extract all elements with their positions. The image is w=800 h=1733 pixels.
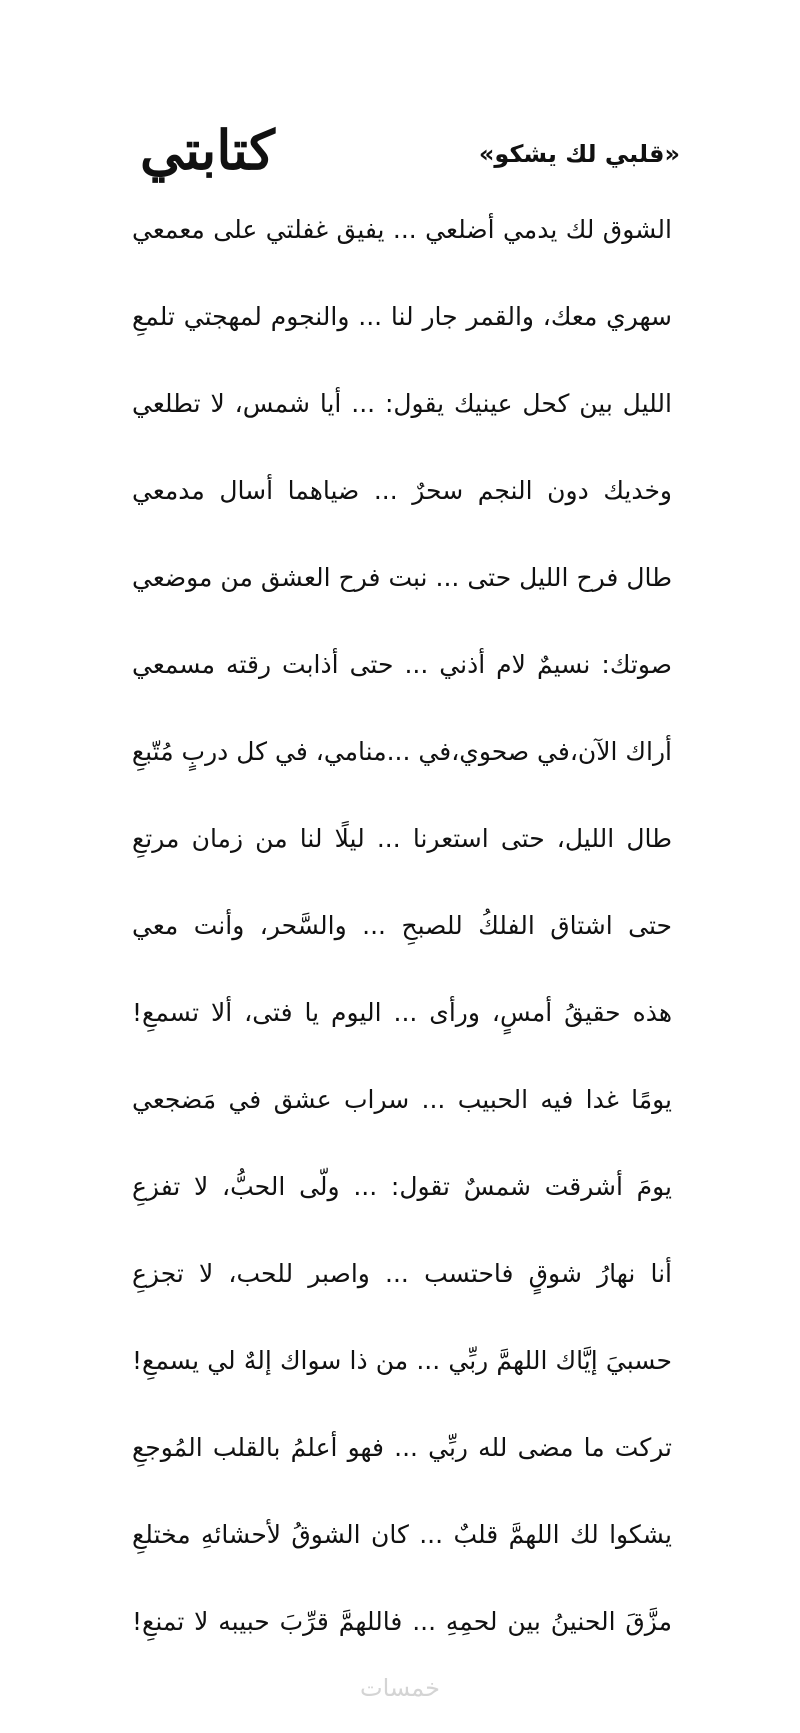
poem-line: أراك الآن،في صحوي،في ...منامي، في كل دربٍ مُتّبعِ (131, 737, 672, 766)
poem-line: طال الليل، حتى استعرنا ... ليلًا لنا من زمان مرتعِ (132, 824, 672, 853)
poem-line: يشكوا لك اللهمَّ قلبٌ ... كان الشوقُ لأحشائهِ مختلعِ (132, 1520, 672, 1549)
poem-line: الليل بين كحل عينيك يقول: ... أيا شمس، لا تطلعي (132, 389, 672, 418)
poem-line: طال فرح الليل حتى ... نبت فرح العشق من موضعي (132, 563, 672, 592)
poem-line: يومًا غدا فيه الحبيب ... سراب عشق في مَضجعي (132, 1085, 672, 1114)
poem-line: مزَّقَ الحنينُ بين لحمِهِ ... فاللهمَّ قرِّبَ حبيبه لا تمنعِ! (132, 1607, 672, 1636)
poem-line: تركت ما مضى لله ربِّي ... فهو أعلمُ بالقلب المُوجعِ (132, 1433, 672, 1462)
poem-lines (132, 208, 672, 1687)
poem-line: حتى اشتاق الفلكُ للصبحِ ... والسَّحر، وأنت معي (132, 911, 672, 940)
poem-line: هذه حقيقُ أمسٍ، ورأى ... اليوم يا فتى، ألا تسمعِ! (132, 998, 672, 1027)
poem-line: أنا نهارُ شوقٍ فاحتسب ... واصبر للحب، لا تجزعِ (132, 1259, 672, 1288)
poem-line: صوتك: نسيمٌ لام أذني ... حتى أذابت رقته مسمعي (132, 650, 672, 679)
poem-line: حسبيَ إيَّاك اللهمَّ ربِّي ... من ذا سواك إلهٌ لي يسمعِ! (132, 1346, 672, 1375)
poem-line: يومَ أشرقت شمسٌ تقول: ... ولّى الحبُّ، لا تفزعِ (132, 1172, 672, 1201)
poem-subtitle: «قلبي لك يشكو» (478, 140, 680, 168)
poem-line: سهري معك، والقمر جار لنا ... والنجوم لمهجتي تلمعِ (132, 302, 672, 331)
poem-line: الشوق لك يدمي أضلعي ... يفيق غفلتي على معمعي (132, 215, 672, 244)
poem-header (130, 118, 680, 198)
poem-line: وخديك دون النجم سحرٌ ... ضياهما أسال مدمعي (132, 476, 672, 505)
watermark-logo: خمسات (359, 1674, 441, 1702)
poem-title: كتابتي (140, 118, 275, 182)
